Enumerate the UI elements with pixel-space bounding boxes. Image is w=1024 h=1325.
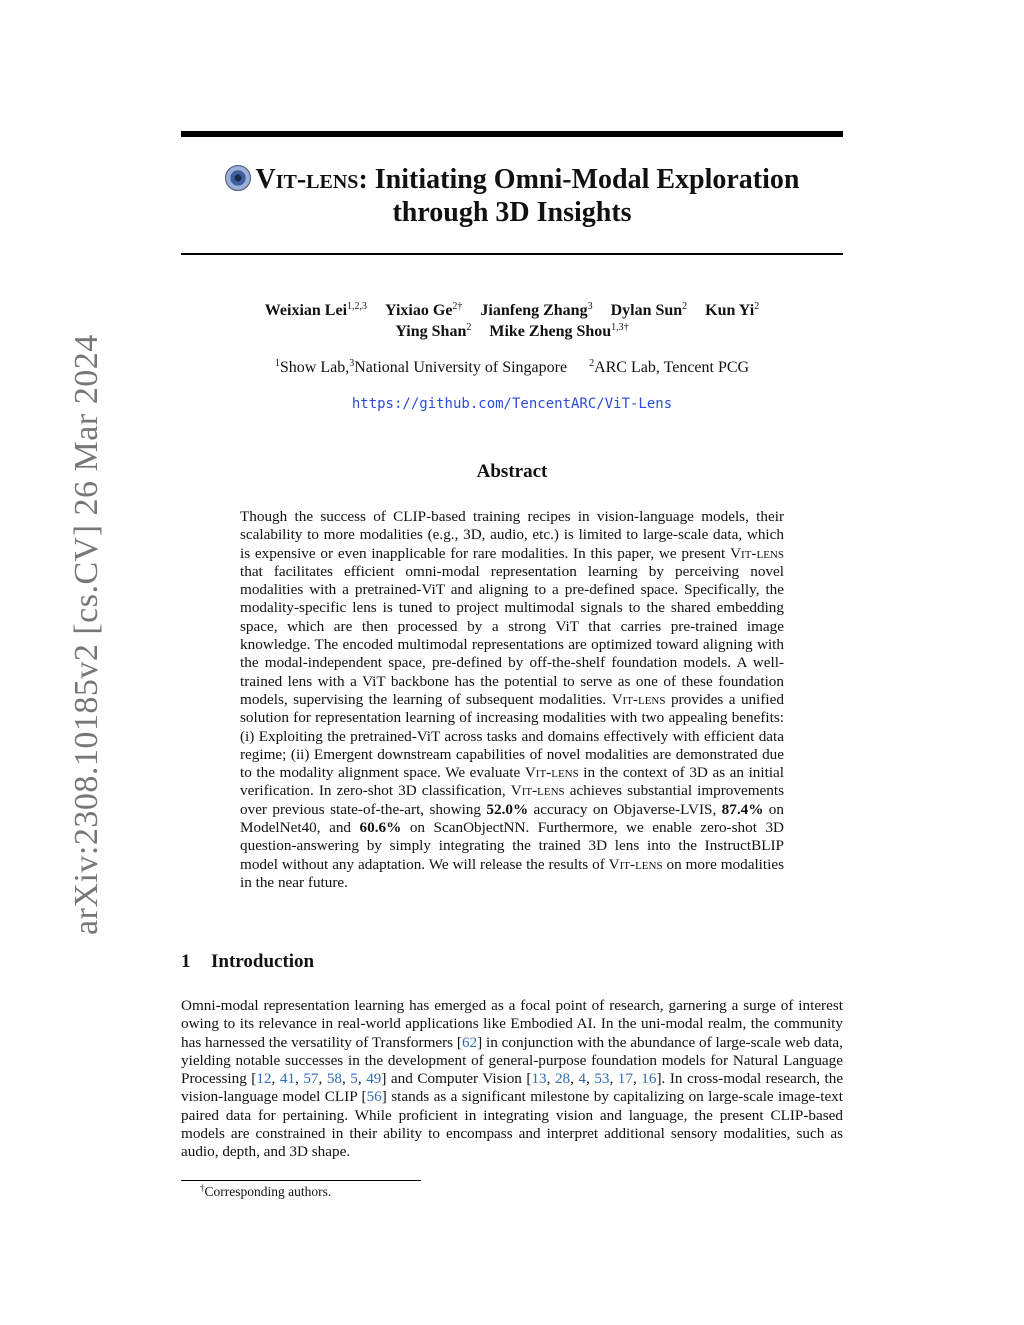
title-line-1 — [181, 163, 843, 196]
author: Jianfeng Zhang$^3$ — [480, 301, 593, 319]
citation-link[interactable]: 62 — [461, 1033, 478, 1051]
citation-link[interactable]: 12 — [256, 1070, 272, 1088]
author: Mike Zheng Shou$^{1,3\dagger}$ — [489, 322, 629, 340]
arxiv-stamp-text: arXiv:2308.10185v2 [cs.CV] 26 Mar 2024 — [68, 334, 105, 935]
citation-link[interactable]: 5 — [350, 1070, 358, 1088]
introduction-text: Omni-modal representation learning has emerged as a focal point of research, garnering a surge of interest owing to its relevance in real-world applications like Embodied AI. In the uni-modal realm, the community has harnessed the versatility of Transformers [62] in conjunction with the abundance of large-scale web data, yielding notable successes in the development of general-purpose foundation models for Natural Language Processing [12, 41, 57, 58, 5, 49] and Computer Vision [13, 28, 4, 53, 17, 16]. In cross-modal research, the vision-language model CLIP [56] stands as a significant milestone by capitalizing on large-scale image-text paired data for pertaining. While proficient in integrating vision and language, the present CLIP-based models are constrained in their ability to encompass and interpret additional sensory modalities, such as audio, depth, and 3D shape. — [181, 997, 844, 1161]
citation-link[interactable]: 17 — [617, 1070, 633, 1088]
title-rule-bottom — [181, 253, 843, 255]
section-heading: 1 Introduction — [181, 951, 315, 972]
citation-link[interactable]: 13 — [531, 1070, 547, 1088]
abstract-text: Though the success of CLIP-based training recipes in vision-language models, their scalability to more modalities (e.g., 3D, audio, etc.) is limited to large-scale data, which is expensive or even inapplicable for rare modalities. In this paper, we present Vit-lens that facilitates efficient omni-modal representation learning by perceiving novel modalities with a pretrained-ViT and aligning to a pre-defined space. Specifically, the modality-specific lens is tuned to project multimodal signals to the shared embedding space, which are then processed by a strong ViT that carries pre-trained image knowledge. The encoded multimodal representations are optimized toward aligning with the modal-independent space, pre-defined by off-the-shelf foundation models. A well-trained lens with a ViT backbone has the potential to serve as one of these foundation models, supervising the learning of subsequent modalities. Vit-lens provides a unified solution for representation learning of increasing modalities with two appealing benefits: (i) Exploiting the pretrained-ViT across tasks and domains effectively with efficient data regime; (ii) Emergent downstream capabilities of novel modalities are demonstrated due to the modality alignment space. We evaluate Vit-lens in the context of 3D as an initial verification. In zero-shot 3D classification, Vit-lens achieves substantial improvements over previous state-of-the-art, showing 52.0% accuracy on Objaverse-LVIS, 87.4% on ModelNet40, and 60.6% on ScanObjectNN. Furthermore, we enable zero-shot 3D question-answering by simply integrating the trained 3D lens into the InstructBLIP model without any adaptation. We will release the results of Vit-lens on more modalities in the near future. — [240, 508, 785, 891]
title-name: Vit-lens — [255, 164, 359, 195]
title-line1-rest: : Initiating Omni-Modal Exploration — [358, 164, 800, 195]
citation-link[interactable]: 58 — [326, 1070, 342, 1088]
abstract-heading: Abstract — [476, 461, 548, 482]
author: Yixiao $Ge^{2\dagger}$ — [385, 301, 463, 319]
citation-link[interactable]: 53 — [594, 1070, 610, 1088]
citation-link[interactable]: 16 — [641, 1070, 657, 1088]
arxiv-stamp — [18, 334, 105, 945]
title-rule-top — [181, 131, 843, 137]
citation-link[interactable]: 56 — [366, 1088, 382, 1106]
author: Ying Shan$^2$ — [395, 322, 472, 340]
citation-link[interactable]: 41 — [279, 1070, 296, 1088]
author: Weixian Lei$^{1,2,3}$ — [264, 301, 368, 319]
paper-title — [181, 163, 843, 229]
author-list — [181, 300, 843, 342]
affiliations: $^1$Show Lab,$^3$National University of Singapore $^2$ARC Lab, Tencent PCG — [274, 358, 750, 376]
github-link[interactable]: https://github.com/TencentARC/ViT-Lens — [351, 396, 673, 412]
author: Kun Yi$^2$ — [705, 301, 760, 319]
footnote-rule — [181, 1180, 421, 1181]
title-line-2: through 3D Insights — [392, 197, 632, 228]
footnote: †Corresponding authors. — [200, 1183, 332, 1199]
author: Dylan Sun$^2$ — [610, 301, 688, 319]
citation-link[interactable]: 28 — [554, 1070, 571, 1088]
citation-link[interactable]: 57 — [303, 1070, 319, 1088]
citation-link[interactable]: 49 — [366, 1070, 382, 1088]
lens-logo-icon — [225, 165, 251, 191]
citation-link[interactable]: 4 — [578, 1070, 587, 1088]
